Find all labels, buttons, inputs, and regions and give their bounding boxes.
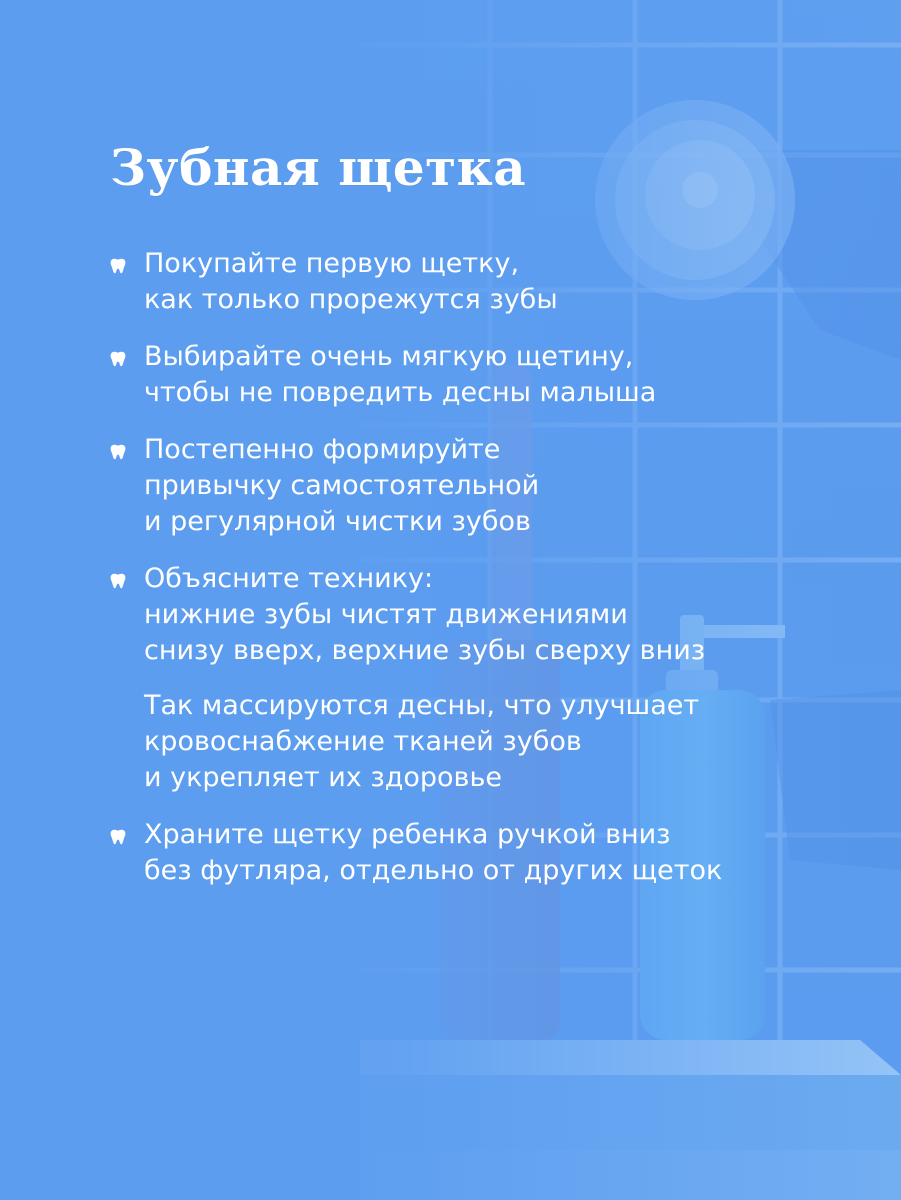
- tip-text: Покупайте первую щетку, как только прорежутся зубы: [144, 248, 558, 315]
- page-title: Зубная щетка: [110, 138, 527, 197]
- tip-text: Постепенно формируйте привычку самостоятельной и регулярной чистки зубов: [144, 434, 540, 537]
- list-item-note: [108, 688, 868, 796]
- tooth-icon: [108, 442, 128, 462]
- tip-text: Объясните технику: нижние зубы чистят движениями снизу вверх, верхние зубы сверху вниз: [144, 563, 706, 666]
- tooth-icon: [108, 571, 128, 591]
- list-item: [108, 339, 868, 411]
- tooth-icon: [108, 827, 128, 847]
- list-item: [108, 246, 868, 318]
- tips-list: [108, 246, 868, 910]
- tip-text: Выбирайте очень мягкую щетину, чтобы не повредить десны малыша: [144, 341, 657, 408]
- tip-text: Храните щетку ребенка ручкой вниз без футляра, отдельно от других щеток: [144, 819, 723, 886]
- list-item: [108, 561, 868, 669]
- list-item: [108, 432, 868, 540]
- tooth-icon: [108, 349, 128, 369]
- tooth-icon: [108, 256, 128, 276]
- list-item: [108, 817, 868, 889]
- tip-note-text: Так массируются десны, что улучшает кровоснабжение тканей зубов и укрепляет их здоровье: [144, 690, 700, 793]
